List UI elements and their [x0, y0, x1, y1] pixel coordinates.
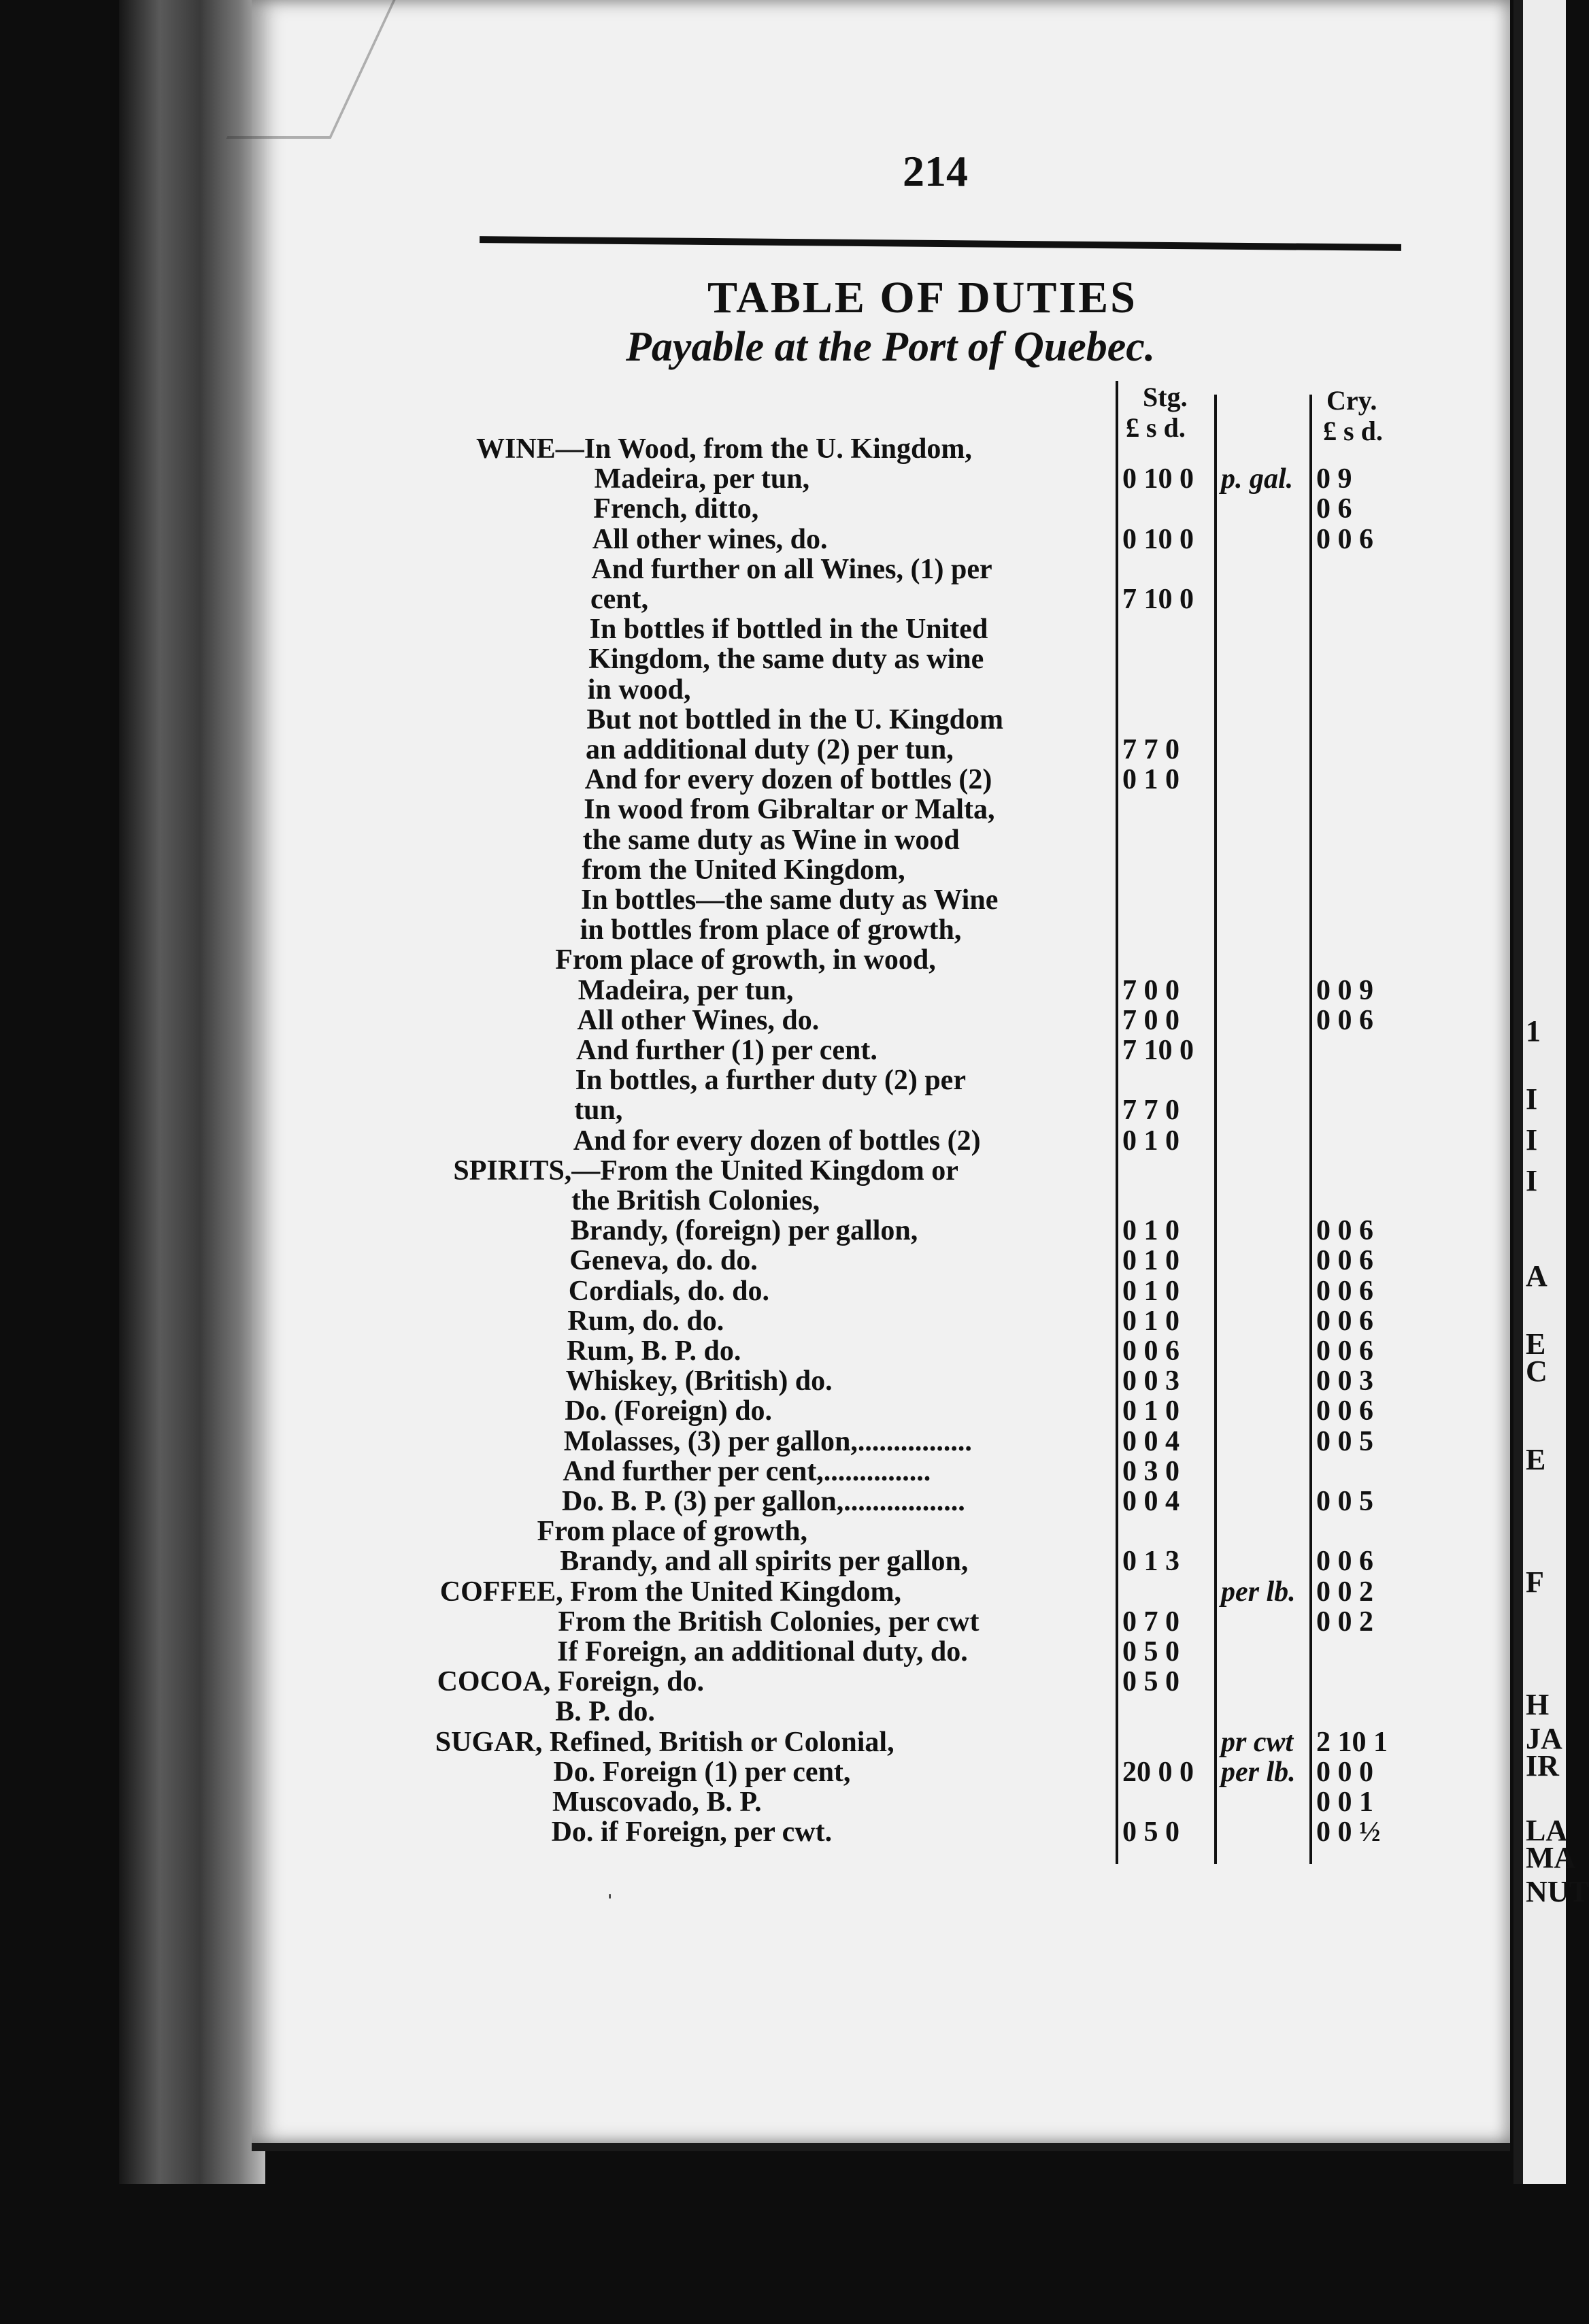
cry-value: 0 0 5 — [1316, 1486, 1373, 1517]
cry-value: 0 0 2 — [1316, 1606, 1373, 1638]
facing-page-fragment: E — [1526, 1443, 1546, 1476]
duty-description: If Foreign, an additional duty, do. — [557, 1636, 968, 1667]
table-row — [555, 946, 1521, 974]
table-row — [588, 644, 1531, 676]
stg-value: 0 0 4 — [1122, 1486, 1180, 1517]
cry-value: 0 0 ½ — [1316, 1816, 1381, 1848]
duty-description: In bottles if bottled in the United — [589, 614, 988, 646]
stg-value: 0 1 0 — [1122, 1125, 1180, 1157]
duty-description: Molasses, (3) per gallon,................ — [563, 1425, 972, 1457]
facing-page-fragment: E — [1526, 1327, 1546, 1361]
cry-value: 0 0 6 — [1316, 1275, 1373, 1307]
stg-value: 0 1 0 — [1122, 1215, 1180, 1247]
table-row — [567, 1305, 1509, 1337]
duty-description: COCOA, Foreign, do. — [437, 1666, 704, 1698]
duty-description: In wood from Gibraltar or Malta, — [584, 794, 995, 826]
stg-value: 7 7 0 — [1122, 1095, 1180, 1127]
stg-value: 7 0 0 — [1122, 974, 1180, 1006]
table-row — [551, 1816, 1494, 1848]
table-row — [437, 1666, 1499, 1698]
duty-description: B. P. do. — [555, 1696, 655, 1728]
stg-value: 7 7 0 — [1122, 734, 1180, 765]
table-row — [560, 1546, 1502, 1578]
stg-value: 0 5 0 — [1122, 1666, 1180, 1698]
duty-description: And further on all Wines, (1) per — [591, 553, 992, 585]
duty-description: the same duty as Wine in wood — [582, 824, 960, 856]
duty-description: And for every dozen of bottles (2) — [584, 764, 992, 796]
duty-description: From the British Colonies, per cwt — [558, 1606, 980, 1638]
table-row — [440, 1578, 1501, 1606]
facing-page-fragment: A — [1526, 1259, 1548, 1293]
stg-value: 20 0 0 — [1122, 1756, 1194, 1788]
cry-value: 0 0 3 — [1316, 1365, 1373, 1397]
duty-description: Rum, B. P. do. — [567, 1335, 741, 1367]
table-row — [567, 1335, 1509, 1367]
duty-description: Madeira, per tun, — [594, 463, 810, 495]
facing-page-fragment: 1 — [1526, 1014, 1541, 1048]
stg-value: 0 10 0 — [1122, 463, 1194, 495]
facing-page-fragment: LA — [1526, 1814, 1568, 1847]
table-row — [576, 1037, 1518, 1064]
ink-mark: ˈ — [605, 1889, 615, 1919]
stg-value: 0 7 0 — [1122, 1606, 1180, 1638]
duty-description: But not bottled in the U. Kingdom — [586, 703, 1003, 735]
cry-units-header: £ s d. — [1323, 416, 1383, 446]
stg-value: 7 10 0 — [1122, 1035, 1194, 1066]
duty-description: Brandy, and all spirits per gallon, — [560, 1546, 969, 1578]
duty-description: Do. if Foreign, per cwt. — [551, 1816, 833, 1848]
table-row — [453, 1157, 1514, 1184]
cry-value: 2 10 1 — [1316, 1726, 1388, 1758]
table-row — [569, 1245, 1511, 1277]
table-row — [566, 1367, 1508, 1395]
table-row — [557, 1638, 1499, 1665]
duty-description: Brandy, (foreign) per gallon, — [570, 1215, 918, 1247]
stg-value: 0 1 0 — [1122, 1395, 1180, 1427]
cry-value: 0 0 6 — [1316, 1004, 1373, 1036]
table-row — [435, 1726, 1496, 1758]
cry-value: 0 0 9 — [1316, 974, 1373, 1006]
cry-value: 0 0 6 — [1316, 1305, 1373, 1337]
duty-description: SUGAR, Refined, British or Colonial, — [435, 1726, 894, 1758]
duty-description: the British Colonies, — [571, 1185, 820, 1216]
table-row — [593, 493, 1535, 525]
cry-value: 0 0 2 — [1316, 1576, 1373, 1608]
table-row — [582, 854, 1524, 886]
cry-value: 0 0 6 — [1316, 1335, 1373, 1367]
stg-column-header: Stg. — [1143, 382, 1188, 412]
table-row — [553, 1756, 1495, 1788]
cry-column-header: Cry. — [1326, 385, 1377, 416]
table-row — [587, 674, 1530, 706]
facing-page-fragment: I — [1526, 1164, 1538, 1197]
duty-description: SPIRITS,—From the United Kingdom or — [453, 1155, 958, 1186]
duty-description: In bottles, a further duty (2) per — [575, 1065, 966, 1097]
duty-description: Cordials, do. do. — [568, 1275, 770, 1307]
stg-value: 7 10 0 — [1122, 584, 1194, 615]
cry-value: 0 0 0 — [1316, 1756, 1373, 1788]
duty-description: From place of growth, in wood, — [555, 944, 936, 976]
duty-description: Do. B. P. (3) per gallon,................. — [562, 1486, 965, 1517]
table-row — [562, 1488, 1504, 1515]
stg-value: 0 1 0 — [1122, 764, 1180, 796]
table-row — [476, 435, 1537, 463]
duty-description: All other wines, do. — [592, 523, 828, 555]
table-row — [568, 1275, 1511, 1307]
table-row — [575, 1065, 1518, 1097]
table-row — [571, 1187, 1513, 1214]
duty-description: in bottles from place of growth, — [580, 914, 962, 946]
duty-description: From place of growth, — [537, 1516, 807, 1548]
duty-description: WINE—In Wood, from the U. Kingdom, — [476, 433, 972, 465]
table-row — [586, 736, 1528, 763]
table-row — [581, 886, 1523, 914]
table-row — [573, 1127, 1516, 1155]
facing-page-fragment: MA — [1526, 1841, 1576, 1874]
facing-page-fragment: C — [1526, 1355, 1548, 1388]
table-row — [591, 553, 1533, 585]
cry-value: 0 0 6 — [1316, 523, 1373, 555]
facing-page-fragment: IR — [1526, 1749, 1559, 1782]
table-row — [563, 1425, 1506, 1457]
duty-description: from the United Kingdom, — [582, 854, 905, 886]
duty-description: And further per cent,............... — [563, 1455, 931, 1487]
duty-description: COFFEE, From the United Kingdom, — [439, 1576, 902, 1608]
table-row — [565, 1397, 1507, 1425]
duty-description: In bottles—the same duty as Wine — [581, 884, 999, 916]
facing-page-fragment: I — [1526, 1082, 1538, 1116]
duty-description: Muscovado, B. P. — [552, 1787, 762, 1818]
page-number: 214 — [903, 147, 968, 195]
stg-value: 0 1 0 — [1122, 1305, 1180, 1337]
duty-description: Madeira, per tun, — [578, 974, 794, 1006]
table-row — [584, 764, 1527, 796]
duty-description: Geneva, do. do. — [569, 1245, 758, 1277]
stg-value: 0 5 0 — [1122, 1636, 1180, 1667]
stg-value: 0 1 3 — [1122, 1546, 1180, 1578]
cry-value: 0 0 6 — [1316, 1546, 1373, 1578]
stg-value: 0 0 4 — [1122, 1425, 1180, 1457]
cry-value: 0 9 — [1316, 463, 1352, 495]
duty-description: cent, — [590, 584, 649, 615]
duty-description: And further (1) per cent. — [576, 1035, 877, 1066]
book-spine — [119, 0, 265, 2184]
stg-units-header: £ s d. — [1126, 412, 1186, 443]
table-row — [570, 1215, 1513, 1247]
stg-value: 0 0 6 — [1122, 1335, 1180, 1367]
cry-value: 0 6 — [1316, 493, 1352, 525]
duty-description: And for every dozen of bottles (2) — [573, 1125, 981, 1157]
table-row — [552, 1789, 1494, 1816]
table-row — [584, 794, 1526, 826]
cry-value: 0 0 6 — [1316, 1395, 1373, 1427]
table-row — [558, 1608, 1500, 1636]
cry-value: 0 0 6 — [1316, 1215, 1373, 1247]
facing-page-fragment: JA — [1526, 1722, 1562, 1755]
table-row — [580, 916, 1522, 944]
table-row — [577, 1004, 1519, 1036]
table-row — [590, 586, 1533, 613]
duty-description: French, ditto, — [593, 493, 759, 525]
duty-description: Do. Foreign (1) per cent, — [553, 1756, 851, 1788]
cry-value: 0 0 5 — [1316, 1425, 1373, 1457]
stg-value: 0 1 0 — [1122, 1275, 1180, 1307]
unit-label: pr cwt — [1220, 1726, 1294, 1758]
table-row — [592, 523, 1535, 555]
duty-description: Kingdom, the same duty as wine — [588, 644, 984, 676]
cry-value: 0 0 6 — [1316, 1245, 1373, 1277]
facing-page-fragment: I — [1526, 1123, 1538, 1157]
duty-description: Do. (Foreign) do. — [565, 1395, 773, 1427]
table-row — [589, 614, 1532, 646]
stg-value: 7 0 0 — [1122, 1004, 1180, 1036]
table-row — [578, 974, 1520, 1006]
unit-label: per lb. — [1220, 1756, 1296, 1788]
table-row — [537, 1516, 1503, 1548]
unit-label: p. gal. — [1220, 463, 1294, 495]
duty-description: All other Wines, do. — [577, 1004, 820, 1036]
table-title: TABLE OF DUTIES — [707, 273, 1137, 322]
facing-page-edge — [1513, 0, 1589, 2184]
table-row — [574, 1095, 1516, 1127]
duty-description: in wood, — [587, 674, 691, 706]
stg-value: 0 0 3 — [1122, 1365, 1180, 1397]
table-row — [582, 824, 1525, 856]
duty-description: tun, — [574, 1095, 623, 1127]
duty-description: an additional duty (2) per tun, — [586, 734, 954, 765]
table-row — [595, 465, 1537, 493]
table-row — [586, 703, 1528, 735]
stg-value: 0 3 0 — [1122, 1455, 1180, 1487]
facing-page-fragment: H — [1526, 1688, 1550, 1721]
stg-value: 0 5 0 — [1122, 1816, 1180, 1848]
stg-value: 0 10 0 — [1122, 523, 1194, 555]
stg-value: 0 1 0 — [1122, 1245, 1180, 1277]
duty-description: Rum, do. do. — [567, 1305, 724, 1337]
cry-value: 0 0 1 — [1316, 1787, 1373, 1818]
duty-description: Whiskey, (British) do. — [565, 1365, 833, 1397]
table-row — [563, 1455, 1505, 1487]
facing-page-fragment: NUT — [1526, 1875, 1589, 1908]
facing-page-fragment: F — [1526, 1565, 1544, 1599]
table-subtitle: Payable at the Port of Quebec. — [626, 324, 1156, 370]
table-row — [555, 1696, 1497, 1728]
unit-label: per lb. — [1220, 1576, 1296, 1608]
